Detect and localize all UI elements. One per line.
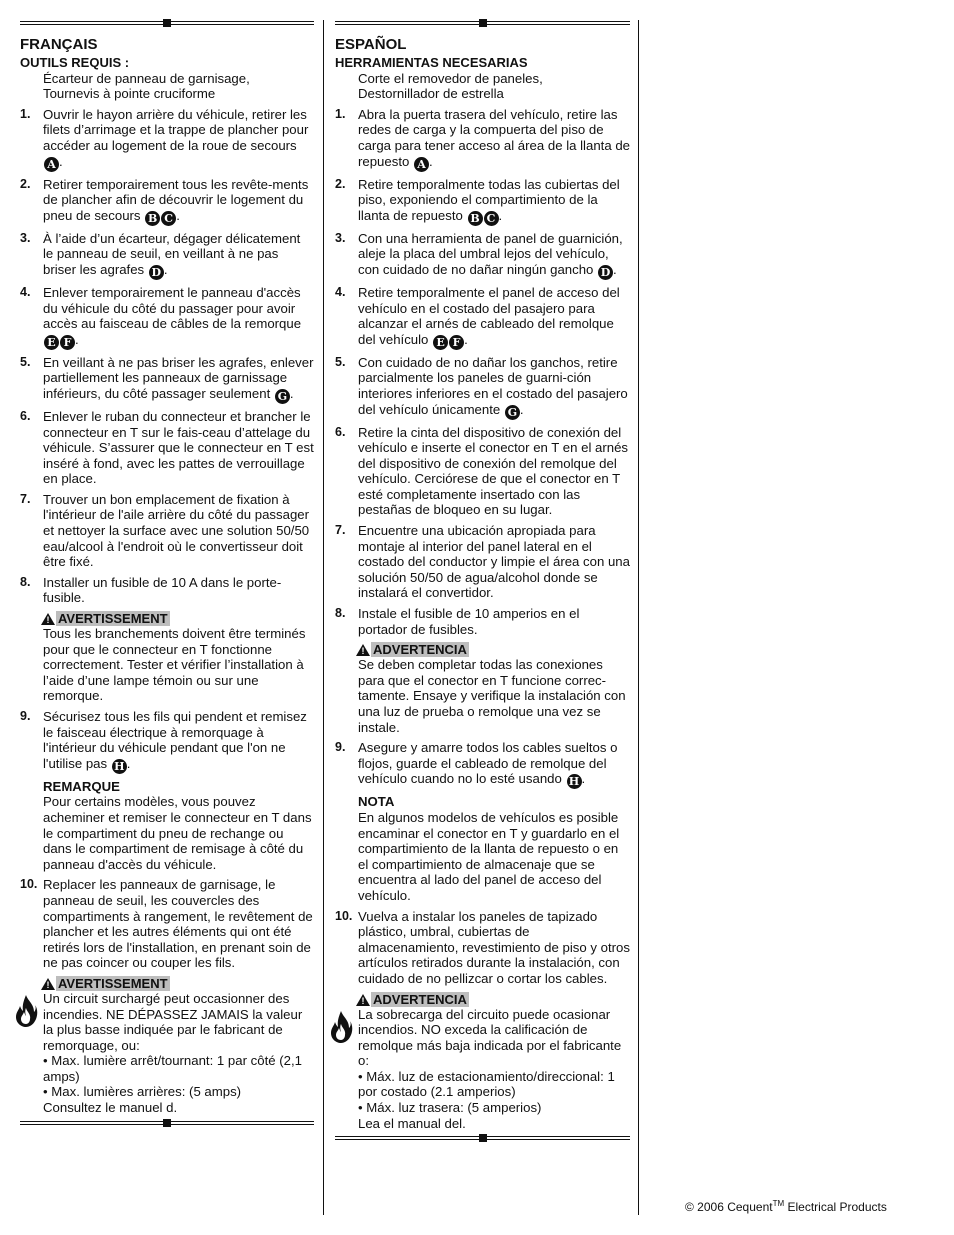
warning-text: Un circuit surchargé peut occasionner des incendies. NE DÉPASSEZ JAMAIS la valeur la plus basse indiquée par le fabricant de remorquage, ou: [43, 990, 303, 1053]
figure-ref-icon: C [161, 211, 176, 226]
figure-ref-icon: D [598, 265, 613, 280]
step-text: Enlever temporairement le panneau d'accès du véhicule du côté du passager pour avoir accès au faisceau de câbles de la remorque [43, 284, 302, 332]
warning-bullet: • Max. lumière arrêt/tournant: 1 par côté (2,1 amps) [43, 1053, 302, 1084]
figure-ref-icon: H [567, 774, 582, 789]
instruction-step [335, 909, 630, 987]
instruction-step: 9. Asegure y amarre todos los cables sueltos o flojos, guarde el cableado de remolque del vehículo cuando no lo esté usando H . [335, 740, 618, 789]
french-column [20, 20, 314, 1127]
note-text: En algunos modelos de vehículos es posible encaminar el conector en T y guardarlo en el compartimiento de la llanta de repuesto o en el compartimiento de almacenaje que se encuentra al lado del panel de acceso del vehículo. [358, 809, 620, 903]
fire-warning [335, 992, 630, 1132]
step-number: 1. [335, 106, 346, 121]
warning-bullet: • Máx. luz de estacionamiento/direccional: 1 por costado (2.1 amperios) [358, 1068, 615, 1100]
step-text: Instale el fusible de 10 amperios en el portador de fusibles. [358, 606, 580, 637]
note-text: Pour certains modèles, vous pouvez acheminer et remiser le connecteur en T dans le compartiment du pneu de rechange ou dans le compartiment de remisage à côté du panneau d'accès du véhicule. [43, 794, 312, 872]
step-text: Abra la puerta trasera del vehículo, retire las redes de carga y la compuerta del piso de carga para tener acceso al área de la llanta de repuesto [358, 106, 630, 169]
step-text: Enlever le ruban du connecteur et brancher le connecteur en T sur le fais-ceau d’attelage du véhicule. S’assurer que le connecteur en T est inséré à fond, avec les pattes de verrouillage en place. [43, 408, 314, 487]
section-title: FRANÇAIS [20, 36, 98, 53]
warning-text: Se deben completar todas las conexiones para que el conector en T funcione correc-tamente. Ensaye y verifique la instalación con una luz de prueba o remolque una vez se instale. [358, 657, 626, 735]
instruction-step [335, 606, 630, 637]
step-number: 10. [335, 908, 353, 923]
figure-ref-icon: B [468, 211, 483, 226]
step-number: 4. [335, 284, 346, 299]
bottom-rule [335, 1135, 630, 1142]
warning-bullet: • Máx. luz trasera: (5 amperios) [358, 1100, 542, 1116]
note-heading: NOTA [358, 794, 395, 810]
figure-ref-icon: C [484, 211, 499, 226]
warning-text: Tous les branchements doivent être terminés pour que le connecteur en T fonctionne correctement. Tester et vérifier l’installation à l’aide d’une lampe témoin ou sur une remorque. [43, 626, 306, 704]
warning-label: ADVERTENCIA [373, 642, 467, 658]
instruction-step: 1. Ouvrir le hayon arrière du véhicule, retirer les filets d’arrimage et la trappe de plancher pour accéder au logement de la roue de secours A . [20, 106, 309, 171]
spanish-column [335, 20, 630, 1142]
step-text: Asegure y amarre todos los cables sueltos o flojos, guarde el cableado de remolque del vehículo cuando no lo esté usando [358, 740, 618, 787]
step-number: 7. [20, 491, 31, 506]
instruction-step: 5. En veillant à ne pas briser les agrafes, enlever partiellement les panneaux de garnissage inférieurs, du côté passager seulement G . [20, 354, 314, 403]
figure-ref-icon: F [449, 335, 464, 350]
figure-ref-icon: D [149, 265, 164, 280]
instruction-step [20, 409, 314, 487]
instruction-step: 2. Retirer temporairement tous les revête-ments de plancher afin de découvrir le logement du pneu de secours B C . [20, 176, 309, 225]
step-text: Sécurisez tous les fils qui pendent et remisez le faisceau électrique à remorquage à l'intérieur du véhicule pendant que l'on ne l'utilise pas [43, 709, 307, 771]
tools-line: Tournevis à pointe cruciforme [43, 86, 216, 102]
step-text: À l’aide d’un écarteur, dégager délicatement le panneau de seuil, en veillant à ne pas briser les agrafes [43, 230, 301, 277]
section-title: ESPAÑOL [335, 36, 407, 53]
tools-heading: OUTILS REQUIS : [20, 55, 130, 70]
warning-tail: Consultez le manuel d. [43, 1100, 178, 1116]
instruction-step: 3. Con una herramienta de panel de guarnición, aleje la placa del umbral lejos del vehículo, con cuidado de no dañar ningún gancho D . [335, 230, 623, 279]
copyright-notice [685, 1196, 887, 1216]
instruction-step: 3. À l’aide d’un écarteur, dégager délicatement le panneau de seuil, en veillant à ne pas briser les agrafes D . [20, 230, 301, 279]
instruction-step: 4. Retire temporalmente el panel de acceso del vehículo en el costado del pasajero para alcanzar el arnés de cableado del remolque del vehículo E F . [335, 284, 620, 349]
warning-label: AVERTISSEMENT [58, 975, 168, 991]
step-number: 9. [20, 709, 31, 723]
step-number: 3. [335, 230, 346, 245]
figure-ref-icon: B [145, 211, 160, 226]
instruction-step [20, 492, 314, 570]
figure-ref-icon: E [433, 335, 448, 350]
copyright-company: Electrical Products [784, 1200, 887, 1214]
warning-label: AVERTISSEMENT [58, 611, 168, 627]
step-text: Ouvrir le hayon arrière du véhicule, retirer les filets d’arrimage et la trappe de plancher pour accéder au logement de la roue de secours [43, 106, 309, 153]
tools-line: Destornillador de estrella [358, 86, 504, 102]
step-number: 9. [335, 740, 346, 755]
warning-text: La sobrecarga del circuito puede ocasionar incendios. NO exceda la calificación de remolque más baja indicada por el fabricante o: [358, 1006, 622, 1069]
warning-heading: ! AVERTISSEMENT [20, 611, 314, 626]
step-number: 5. [335, 354, 346, 369]
instruction-step: 4. Enlever temporairement le panneau d'accès du véhicule du côté du passager pour avoir accès au faisceau de câbles de la remorque E F . [20, 284, 302, 349]
instruction-step [20, 575, 314, 606]
fire-icon [14, 994, 38, 1028]
step-number: 3. [20, 230, 31, 245]
step-text: Retire temporalmente el panel de acceso del vehículo en el costado del pasajero para alcanzar el arnés de cableado del remolque del vehículo [358, 284, 620, 347]
instruction-step: 9. Sécurisez tous les fils qui pendent et remisez le faisceau électrique à remorquage à l'intérieur du véhicule pendant que l'on ne l'utilise pas H . [20, 709, 307, 773]
step-text: Trouver un bon emplacement de fixation à l'intérieur de l'aile arrière du côté du passager et nettoyer la surface avec une solution 50/50 eau/alcool à l'endroit où le convertisseur doit être fixé. [43, 491, 310, 570]
top-rule [335, 20, 630, 27]
step-number: 6. [335, 424, 346, 439]
step-number: 6. [20, 408, 31, 423]
tools-line: Écarteur de panneau de garnisage, [43, 70, 250, 86]
instruction-step [335, 523, 630, 601]
step-list [20, 107, 314, 606]
step-number: 1. [20, 106, 31, 121]
figure-ref-icon: H [112, 759, 127, 774]
figure-ref-icon: G [505, 405, 520, 420]
instruction-step [20, 877, 314, 971]
instruction-step: 2. Retire temporalmente todas las cubiertas del piso, exponiendo el compartimiento de la llanta de repuesto B C . [335, 176, 620, 225]
figure-ref-icon: A [414, 157, 429, 172]
step-number: 8. [20, 574, 31, 589]
figure-ref-icon: F [60, 335, 75, 350]
step-number: 7. [335, 523, 346, 538]
step-text: Vuelva a instalar los paneles de tapizado plástico, umbral, cubiertas de almacenamiento, revestimiento de piso y otros artículos retirados durante la instalación, con cuidado de no pellizcar o cortar los cables. [358, 908, 630, 986]
column-divider [323, 20, 324, 1215]
step-number: 8. [335, 606, 346, 621]
step-number: 4. [20, 284, 31, 299]
trademark-mark: TM [772, 1199, 785, 1208]
step-text: Retire temporalmente todas las cubiertas del piso, exponiendo el compartimiento de la llanta de repuesto [358, 176, 620, 223]
column-divider-right [638, 20, 639, 1215]
copyright-text: © 2006 Cequent [685, 1200, 773, 1214]
step-text: Replacer les panneaux de garnisage, le panneau de seuil, les couvercles des compartiments à rangement, le revêtement de plancher et les autres éléments qui ont été retirés lors de l'installation, en prenant soin de ne pas coincer ou couper les fils. [43, 877, 313, 971]
step-text: Con una herramienta de panel de guarnición, aleje la placa del umbral lejos del vehículo, con cuidado de no dañar ningún gancho [358, 230, 623, 277]
step-text: Retire la cinta del dispositivo de conexión del vehículo e inserte el conector en T en el arnés del dispositivo de conexión del remolque del vehículo. Cerciórese de que el conector en T esté completamente insertado con las pestañas de bloqueo en su lugar. [358, 424, 629, 518]
figure-ref-icon: E [44, 335, 59, 350]
bottom-rule [20, 1120, 314, 1127]
warning-bullet: • Max. lumières arrières: (5 amps) [43, 1084, 242, 1100]
step-number: 10. [20, 877, 38, 892]
warning-tail: Lea el manual del. [358, 1115, 466, 1131]
step-list [335, 107, 630, 637]
step-number: 5. [20, 354, 31, 369]
instruction-step: 1. Abra la puerta trasera del vehículo, retire las redes de carga y la compuerta del piso de carga para tener acceso al área de la llanta de repuesto A . [335, 106, 630, 171]
note-heading: REMARQUE [43, 778, 120, 794]
tools-heading: HERRAMIENTAS NECESARIAS [335, 55, 528, 70]
figure-ref-icon: G [275, 389, 290, 404]
warning-label: ADVERTENCIA [373, 991, 467, 1007]
step-text: Encuentre una ubicación apropiada para montaje al interior del panel lateral en el costado del conductor y limpie el área con una solución 50/50 de agua/alcohol donde se instalará el convertidor. [358, 523, 630, 601]
fire-warning [20, 976, 314, 1116]
tools-line: Corte el removedor de paneles, [358, 70, 543, 86]
step-text: En veillant à ne pas briser les agrafes, enlever partiellement les panneaux de garnissage inférieurs, du côté passager seulement [43, 354, 314, 401]
instruction-step: 5. Con cuidado de no dañar los ganchos, retire parcialmente los paneles de guarni-ción interiores inferiores en el costado del pasajero del vehículo únicamente G . [335, 354, 628, 419]
step-number: 2. [335, 176, 346, 191]
figure-ref-icon: A [44, 157, 59, 172]
fire-icon [329, 1010, 353, 1044]
step-text: Con cuidado de no dañar los ganchos, retire parcialmente los paneles de guarni-ción interiores inferiores en el costado del pasajero del vehículo únicamente [358, 354, 628, 417]
step-number: 2. [20, 176, 31, 191]
step-text: Retirer temporairement tous les revête-ments de plancher afin de découvrir le logement du pneu de secours [43, 176, 309, 223]
warning-heading: ! AVERTISSEMENT [20, 976, 314, 991]
step-text: Installer un fusible de 10 A dans le porte-fusible. [43, 574, 282, 606]
instruction-step [335, 425, 630, 519]
warning-heading: ! ADVERTENCIA [335, 642, 630, 657]
warning-heading: ! ADVERTENCIA [335, 992, 630, 1007]
top-rule [20, 20, 314, 27]
